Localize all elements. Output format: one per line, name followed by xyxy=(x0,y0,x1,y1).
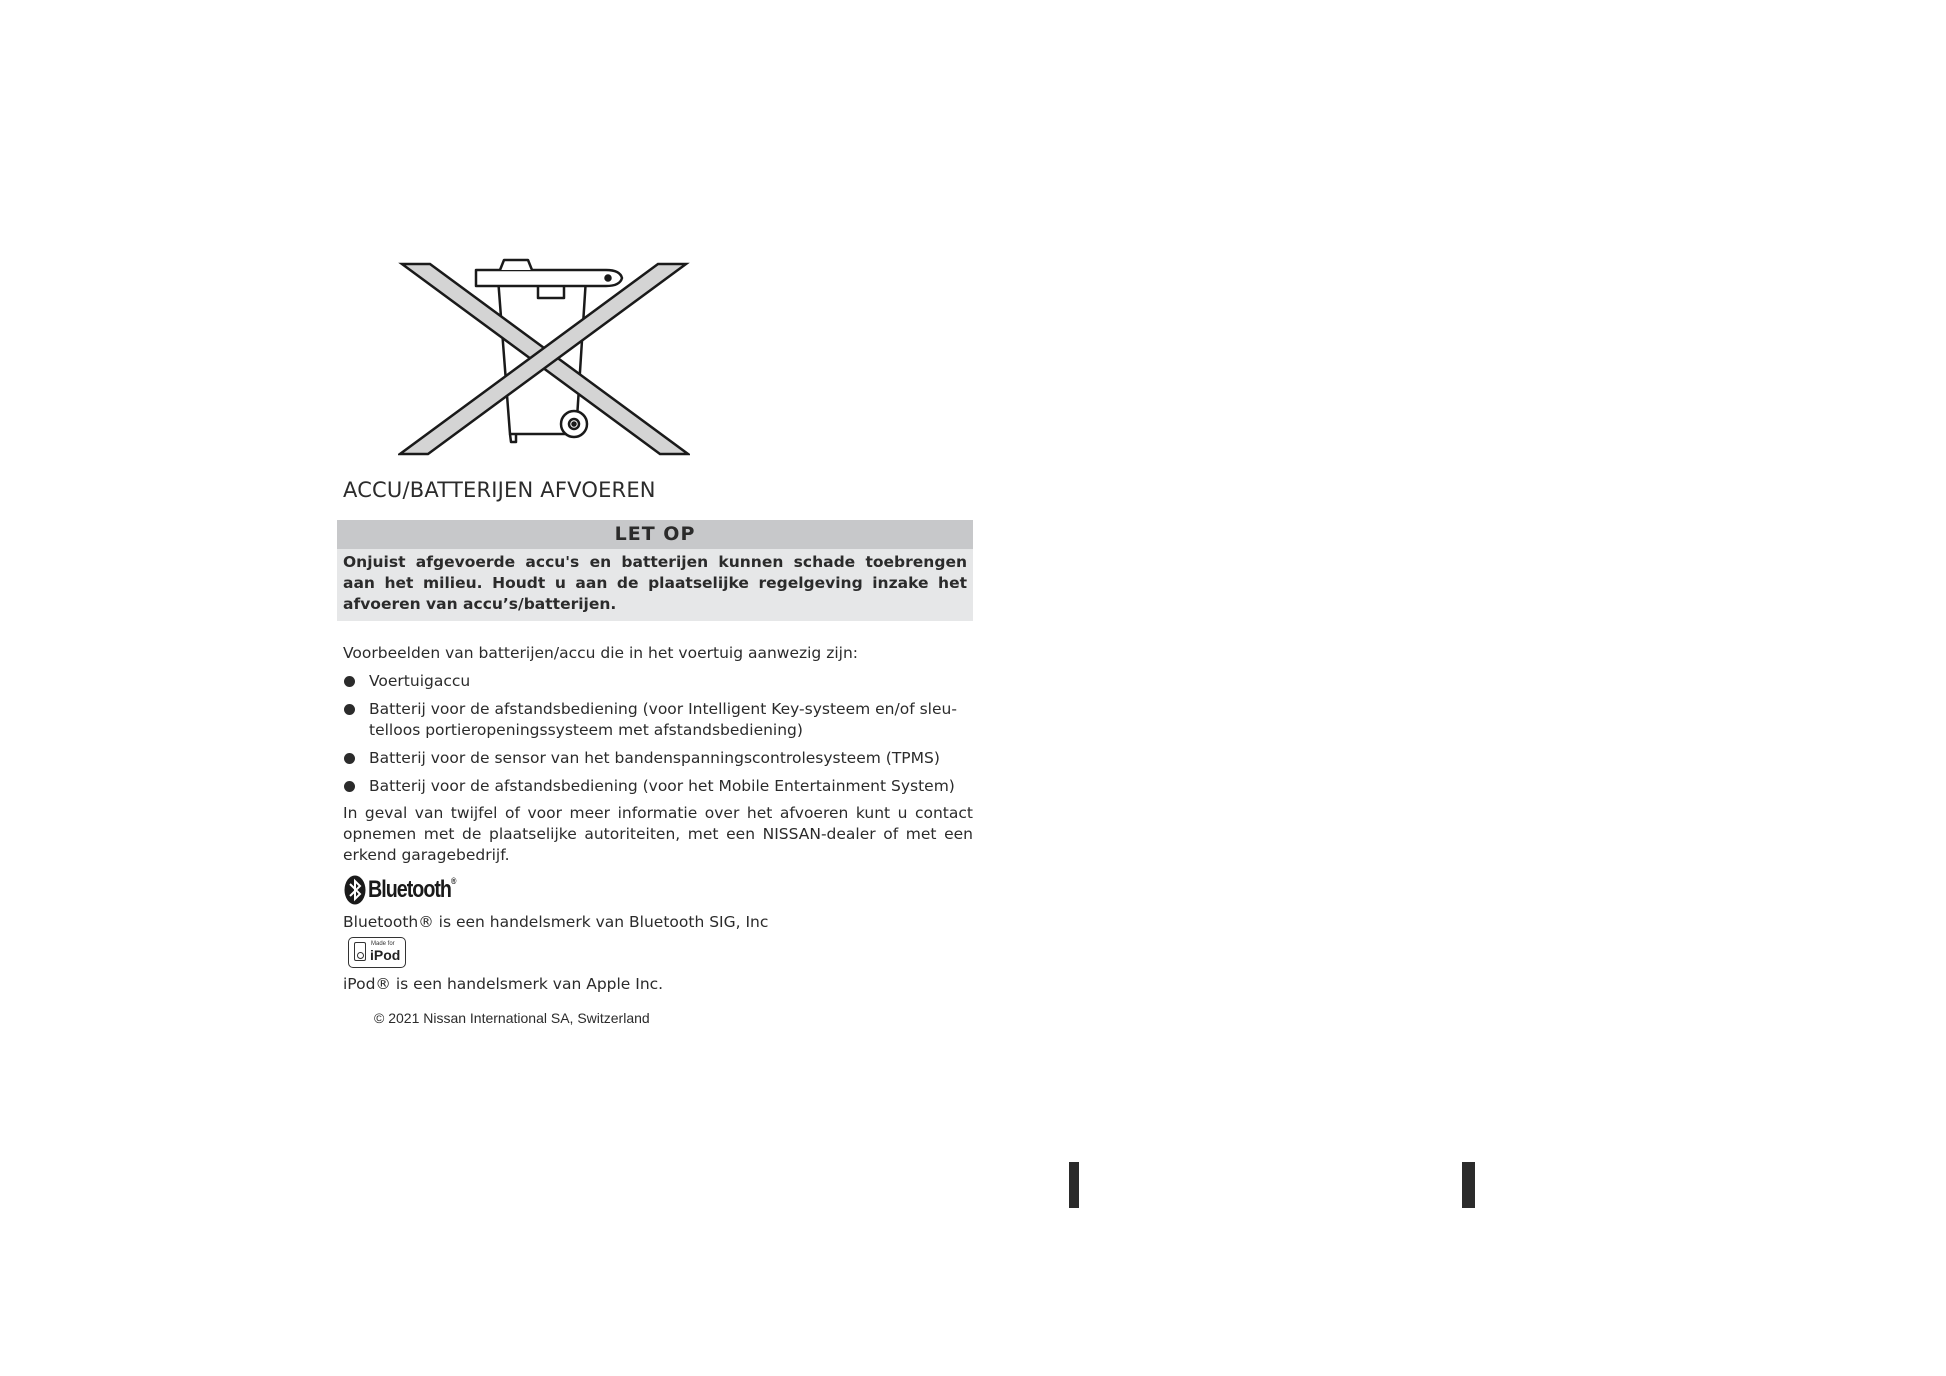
crop-mark-right xyxy=(1462,1162,1475,1208)
caution-body: Onjuist afgevoerde accu's en batterijen kunnen schade toebrengen aan het milieu. Houdt u aan de plaatselijke regelgeving inzake het afvoeren van accu’s/batterijen. xyxy=(343,553,967,614)
bullet-icon xyxy=(344,704,355,715)
list-item xyxy=(343,776,973,797)
ipod-trademark: iPod® is een handelsmerk van Apple Inc. xyxy=(343,975,664,994)
bluetooth-logo xyxy=(344,874,973,906)
section-title: ACCU/BATTERIJEN AFVOEREN xyxy=(343,478,656,502)
bullet-icon xyxy=(344,781,355,792)
badge-ipod-text: iPod xyxy=(370,947,401,964)
intro-text: Voorbeelden van batterijen/accu die in het voertuig aanwezig zijn: xyxy=(343,644,858,663)
copyright: © 2021 Nissan International SA, Switzerland xyxy=(374,1010,650,1027)
ipod-device-icon xyxy=(354,942,366,961)
crossed-out-wheelie-bin-icon xyxy=(398,252,690,460)
caution-header: LET OP xyxy=(337,520,973,549)
battery-list xyxy=(343,671,973,797)
bullet-icon xyxy=(344,676,355,687)
bluetooth-rune-icon xyxy=(344,875,366,905)
bluetooth-trademark: Bluetooth® is een handelsmerk van Bluetooth SIG, Inc xyxy=(343,913,769,932)
list-item xyxy=(343,748,973,769)
battery-disposal-section xyxy=(337,478,973,1027)
list-item-text: Voertuigaccu xyxy=(369,672,471,691)
doubt-text: In geval van twijfel of voor meer informatie over het afvoeren kunt u contact opnemen met de plaatselijke autoriteiten, met een NISSAN-dealer of met een erkend garagebedrijf. xyxy=(343,804,973,865)
bluetooth-wordmark: Bluetooth® xyxy=(368,876,456,904)
list-item-text: Batterij voor de afstandsbediening (voor het Mobile Entertainment System) xyxy=(369,777,955,796)
list-item xyxy=(343,699,973,741)
list-item xyxy=(343,671,973,692)
list-item-text: Batterij voor de afstandsbediening (voor Intelligent Key-systeem en/of sleu-telloos portieropeningssysteem met afstandsbediening) xyxy=(369,700,957,740)
bullet-icon xyxy=(344,753,355,764)
caution-box xyxy=(337,520,973,621)
list-item-text: Batterij voor de sensor van het bandenspanningscontrolesysteem (TPMS) xyxy=(369,749,940,768)
crop-mark-left xyxy=(1069,1162,1079,1208)
made-for-ipod-badge xyxy=(348,937,406,968)
badge-small-text: Made for xyxy=(371,941,395,948)
